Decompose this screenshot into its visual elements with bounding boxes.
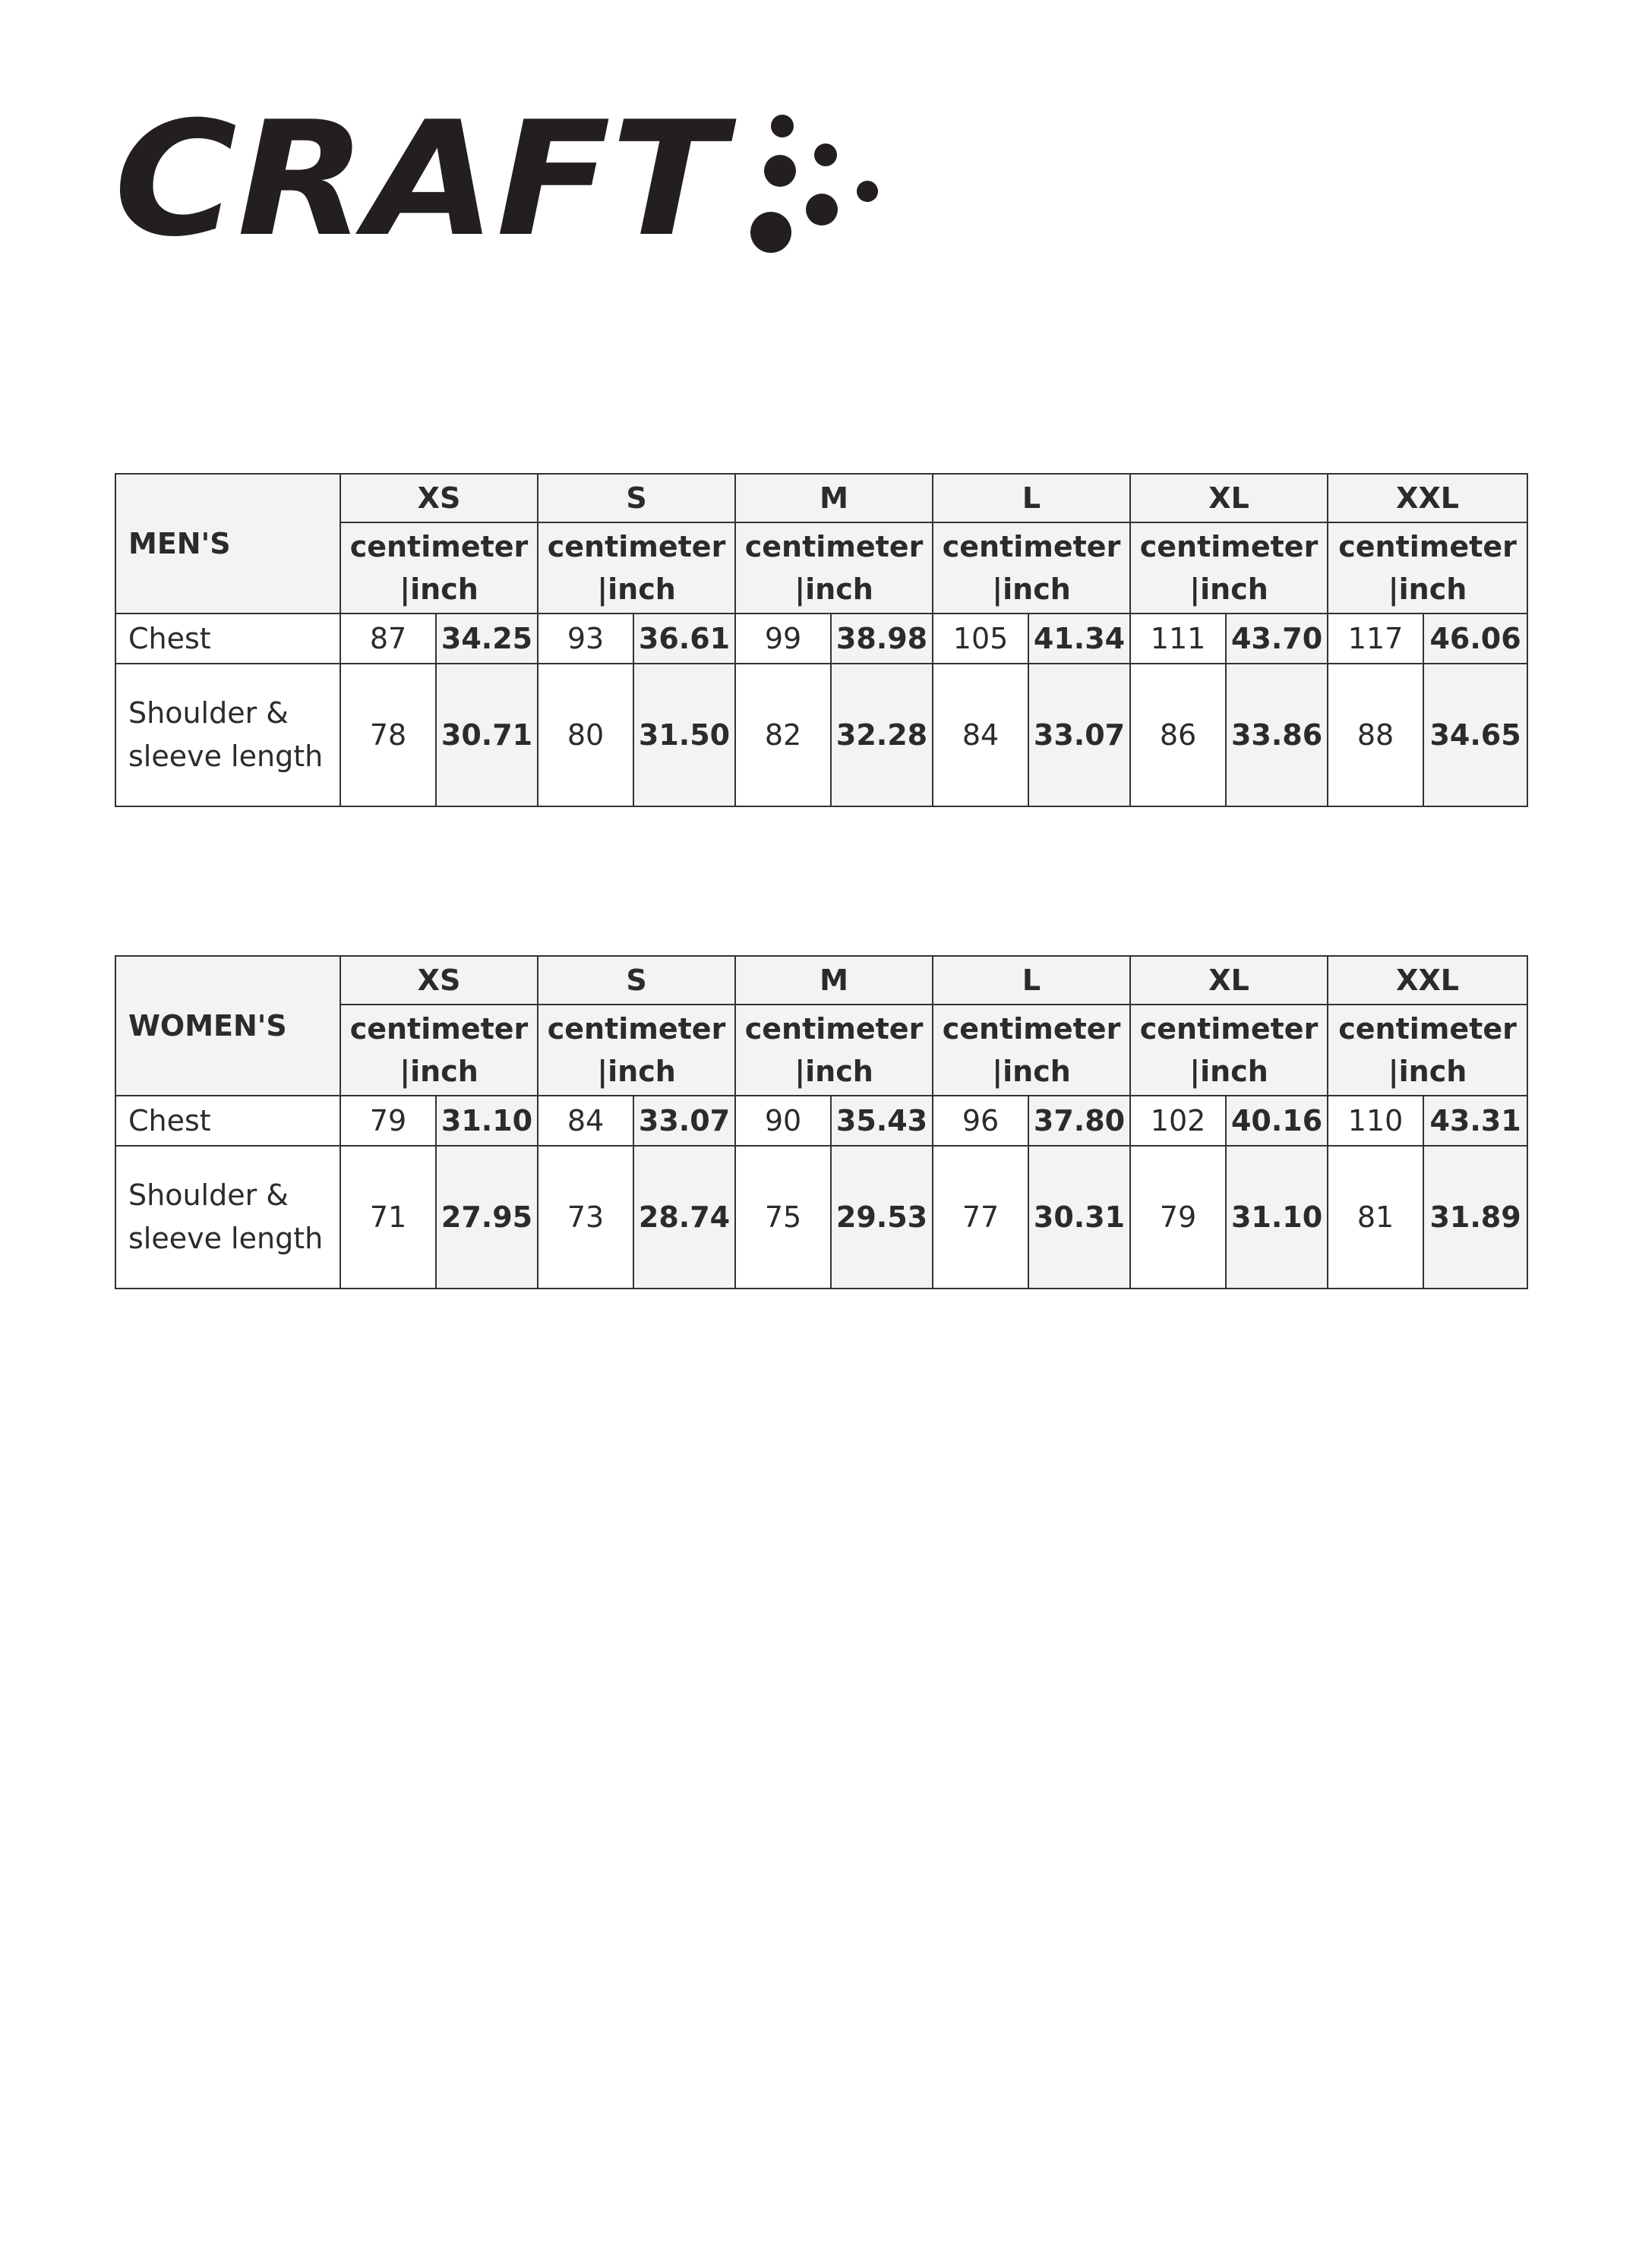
cm-value: 78 xyxy=(340,664,436,806)
cm-value: 82 xyxy=(735,664,831,806)
cm-value: 110 xyxy=(1328,1096,1423,1146)
craft-logo-wordmark: CRAFT xyxy=(114,106,737,266)
cm-value: 79 xyxy=(1130,1146,1226,1289)
size-header: XS xyxy=(340,956,538,1005)
unit-header: centimeter |inch xyxy=(1130,1005,1328,1096)
cm-value: 105 xyxy=(933,614,1028,664)
cm-value: 77 xyxy=(933,1146,1028,1289)
size-header: XL xyxy=(1130,956,1328,1005)
table-title: MEN'S xyxy=(115,474,340,614)
cm-value: 99 xyxy=(735,614,831,664)
inch-value: 32.28 xyxy=(831,664,933,806)
unit-header: centimeter |inch xyxy=(933,1005,1130,1096)
size-header: S xyxy=(538,474,735,522)
cm-value: 84 xyxy=(933,664,1028,806)
cm-value: 80 xyxy=(538,664,633,806)
inch-value: 36.61 xyxy=(633,614,735,664)
unit-header: centimeter |inch xyxy=(735,1005,933,1096)
cm-value: 90 xyxy=(735,1096,831,1146)
inch-value: 30.31 xyxy=(1028,1146,1130,1289)
unit-header: centimeter |inch xyxy=(1328,522,1527,614)
inch-value: 30.71 xyxy=(436,664,538,806)
size-header: XS xyxy=(340,474,538,522)
inch-value: 27.95 xyxy=(436,1146,538,1289)
inch-value: 31.10 xyxy=(1226,1146,1328,1289)
chest-row xyxy=(115,1096,1527,1146)
cm-value: 88 xyxy=(1328,664,1423,806)
cm-value: 75 xyxy=(735,1146,831,1289)
inch-value: 31.50 xyxy=(633,664,735,806)
cm-value: 79 xyxy=(340,1096,436,1146)
cm-value: 111 xyxy=(1130,614,1226,664)
row-label-shoulder: Shoulder & sleeve length xyxy=(115,1146,340,1289)
unit-header: centimeter |inch xyxy=(340,1005,538,1096)
inch-value: 29.53 xyxy=(831,1146,933,1289)
unit-header: centimeter |inch xyxy=(933,522,1130,614)
inch-value: 35.43 xyxy=(831,1096,933,1146)
size-header: XL xyxy=(1130,474,1328,522)
size-header: XXL xyxy=(1328,474,1527,522)
unit-header: centimeter |inch xyxy=(735,522,933,614)
unit-header: centimeter |inch xyxy=(1328,1005,1527,1096)
inch-value: 33.86 xyxy=(1226,664,1328,806)
inch-value: 33.07 xyxy=(1028,664,1130,806)
inch-value: 46.06 xyxy=(1423,614,1527,664)
inch-value: 38.98 xyxy=(831,614,933,664)
inch-value: 34.25 xyxy=(436,614,538,664)
cm-value: 102 xyxy=(1130,1096,1226,1146)
size-header: XXL xyxy=(1328,956,1527,1005)
size-header: L xyxy=(933,474,1130,522)
cm-value: 73 xyxy=(538,1146,633,1289)
size-header: S xyxy=(538,956,735,1005)
inch-value: 31.10 xyxy=(436,1096,538,1146)
size-header: M xyxy=(735,956,933,1005)
shoulder-row xyxy=(115,1146,1527,1289)
womens-size-table xyxy=(115,955,1528,1289)
cm-value: 71 xyxy=(340,1146,436,1289)
cm-value: 84 xyxy=(538,1096,633,1146)
cm-value: 87 xyxy=(340,614,436,664)
cm-value: 117 xyxy=(1328,614,1423,664)
inch-value: 41.34 xyxy=(1028,614,1130,664)
inch-value: 28.74 xyxy=(633,1146,735,1289)
unit-header: centimeter |inch xyxy=(1130,522,1328,614)
unit-header: centimeter |inch xyxy=(340,522,538,614)
row-label-shoulder: Shoulder & sleeve length xyxy=(115,664,340,806)
craft-logo xyxy=(114,106,889,266)
shoulder-row xyxy=(115,664,1527,806)
row-label-chest: Chest xyxy=(115,1096,340,1146)
row-label-chest: Chest xyxy=(115,614,340,664)
inch-value: 34.65 xyxy=(1423,664,1527,806)
inch-value: 33.07 xyxy=(633,1096,735,1146)
size-header: M xyxy=(735,474,933,522)
inch-value: 40.16 xyxy=(1226,1096,1328,1146)
mens-size-table xyxy=(115,473,1528,807)
size-header-row xyxy=(115,956,1527,1005)
chest-row xyxy=(115,614,1527,664)
unit-header: centimeter |inch xyxy=(538,522,735,614)
unit-header: centimeter |inch xyxy=(538,1005,735,1096)
inch-value: 43.31 xyxy=(1423,1096,1527,1146)
inch-value: 31.89 xyxy=(1423,1146,1527,1289)
cm-value: 86 xyxy=(1130,664,1226,806)
cm-value: 81 xyxy=(1328,1146,1423,1289)
size-header-row xyxy=(115,474,1527,522)
craft-logo-dots xyxy=(750,115,878,253)
cm-value: 93 xyxy=(538,614,633,664)
cm-value: 96 xyxy=(933,1096,1028,1146)
table-title: WOMEN'S xyxy=(115,956,340,1096)
size-header: L xyxy=(933,956,1130,1005)
inch-value: 37.80 xyxy=(1028,1096,1130,1146)
inch-value: 43.70 xyxy=(1226,614,1328,664)
